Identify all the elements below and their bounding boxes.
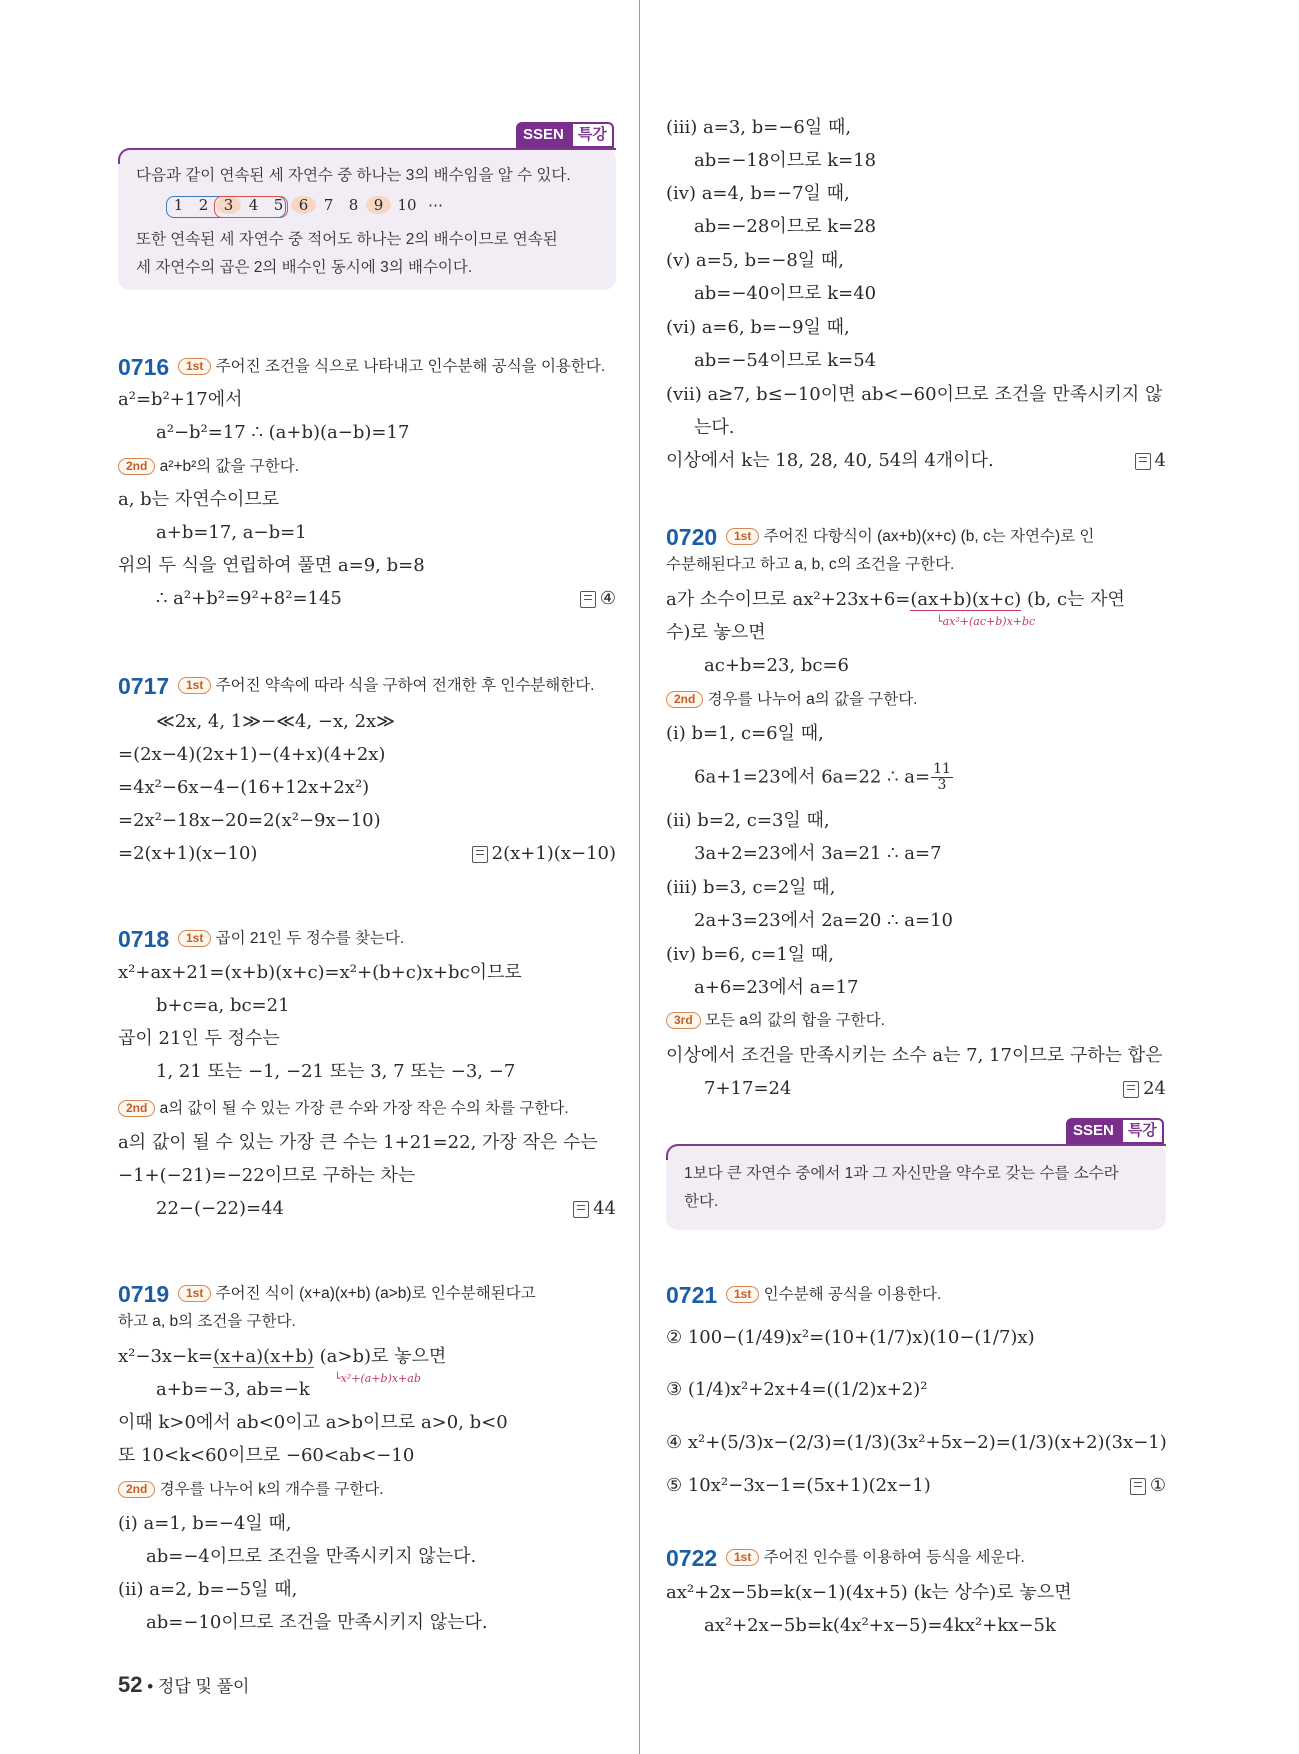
seq-number: 2 bbox=[198, 196, 209, 214]
solution-line: 7+17=24 bbox=[704, 1078, 792, 1099]
step-hint: 2nd a²+b²의 값을 구한다. bbox=[118, 455, 299, 479]
answer-icon bbox=[1130, 1478, 1146, 1495]
solution-line: 곱이 21인 두 정수는 bbox=[118, 1028, 280, 1049]
solution-line: =(2x−4)(2x+1)−(4+x)(4+2x) bbox=[118, 744, 386, 765]
seq-number: 5 bbox=[273, 196, 284, 214]
ssen-box-line: 또한 연속된 세 자연수 중 적어도 하나는 2의 배수이므로 연속된 bbox=[136, 231, 558, 248]
answer: 44 bbox=[573, 1197, 616, 1221]
solution-line: 는다. bbox=[694, 417, 735, 438]
step-hint: 1st 주어진 약속에 따라 식을 구하여 전개한 후 인수분해한다. bbox=[178, 674, 595, 698]
problem-number: 0716 bbox=[118, 354, 170, 380]
solution-line: =2(x+1)(x−10) bbox=[118, 843, 258, 864]
step-hint: 1st 주어진 식이 (x+a)(x+b) (a>b)로 인수분해된다고 bbox=[178, 1282, 536, 1306]
solution-line: a²−b²=17 ∴ (a+b)(a−b)=17 bbox=[156, 422, 410, 443]
step-hint: 1st 인수분해 공식을 이용한다. bbox=[726, 1283, 941, 1307]
solution-line: =4x²−6x−4−(16+12x+2x²) bbox=[118, 777, 370, 798]
solution-line: a+6=23에서 a=17 bbox=[694, 977, 859, 998]
solution-line: 3a+2=23에서 3a=21 ∴ a=7 bbox=[694, 843, 942, 864]
step-hint: 1st 주어진 인수를 이용하여 등식을 세운다. bbox=[726, 1546, 1025, 1570]
ssen-box-line: 다음과 같이 연속된 세 자연수 중 하나는 3의 배수임을 알 수 있다. bbox=[136, 167, 571, 184]
seq-number: 4 bbox=[248, 196, 259, 214]
seq-number: 9 bbox=[366, 196, 391, 214]
problem-number: 0722 bbox=[666, 1545, 718, 1571]
seq-number: 3 bbox=[216, 196, 241, 214]
solution-line: ③ (1/4)x²+2x+4=((1/2)x+2)² bbox=[666, 1379, 928, 1400]
number-sequence bbox=[166, 196, 448, 214]
answer-icon bbox=[1135, 453, 1151, 470]
solution-line: ≪2x, 4, 1≫−≪4, −x, 2x≫ bbox=[156, 711, 396, 732]
solution-line: a+b=−3, ab=−k bbox=[156, 1379, 310, 1400]
answer: ① bbox=[1130, 1474, 1166, 1498]
step-hint: 2nd a의 값이 될 수 있는 가장 큰 수와 가장 작은 수의 차를 구한다. bbox=[118, 1097, 569, 1121]
ssen-box-border bbox=[666, 1144, 1166, 1160]
page-number: 52 bbox=[118, 1672, 143, 1697]
solution-line: ac+b=23, bc=6 bbox=[704, 655, 849, 676]
ssen-box-line: 한다. bbox=[684, 1193, 719, 1210]
answer-icon bbox=[1123, 1081, 1139, 1098]
solution-line: b+c=a, bc=21 bbox=[156, 995, 290, 1016]
fraction: $\frac{11}{3}$ bbox=[933, 761, 951, 793]
solution-line: ab=−28이므로 k=28 bbox=[694, 216, 877, 237]
solution-line: (ⅰ) a=1, b=−4일 때, bbox=[118, 1513, 292, 1534]
solution-line: (ⅳ) b=6, c=1일 때, bbox=[666, 944, 835, 965]
problem-number: 0719 bbox=[118, 1281, 170, 1307]
step-hint: 1st 주어진 다항식이 (ax+b)(x+c) (b, c는 자연수)로 인 bbox=[726, 525, 1094, 549]
solution-line: (ⅴ) a=5, b=−8일 때, bbox=[666, 250, 845, 271]
solution-line: a가 소수이므로 ax²+23x+6=(ax+b)(x+c) (b, c는 자연 bbox=[666, 589, 1125, 610]
problem-number: 0717 bbox=[118, 673, 170, 699]
solution-line: a, b는 자연수이므로 bbox=[118, 489, 280, 510]
ssen-box-line: 1보다 큰 자연수 중에서 1과 그 자신만을 약수로 갖는 수를 소수라 bbox=[684, 1165, 1119, 1182]
seq-number: 8 bbox=[348, 196, 359, 214]
ssen-badge: SSEN 특강 bbox=[1066, 1118, 1164, 1144]
step-hint: 3rd 모든 a의 값의 합을 구한다. bbox=[666, 1009, 885, 1033]
answer-icon bbox=[573, 1201, 589, 1218]
solution-line: 이상에서 조건을 만족시키는 소수 a는 7, 17이므로 구하는 합은 bbox=[666, 1045, 1163, 1066]
expansion-note: └x²+(a+b)x+ab bbox=[334, 1372, 421, 1385]
page-divider bbox=[639, 0, 640, 1754]
solution-line: ② 100−(1/49)x²=(10+(1/7)x)(10−(1/7)x) bbox=[666, 1327, 1035, 1348]
step-hint: 1st 주어진 조건을 식으로 나타내고 인수분해 공식을 이용한다. bbox=[178, 355, 605, 379]
step-hint-cont: 수분해된다고 하고 a, b, c의 조건을 구한다. bbox=[666, 556, 955, 573]
solution-line: −1+(−21)=−22이므로 구하는 차는 bbox=[118, 1165, 416, 1186]
solution-line: x²−3x−k=(x+a)(x+b) (a>b)로 놓으면 bbox=[118, 1346, 447, 1367]
solution-line: (ⅶ) a≥7, b≤−10이면 ab<−60이므로 조건을 만족시키지 않 bbox=[666, 384, 1163, 405]
solution-line: (ⅱ) a=2, b=−5일 때, bbox=[118, 1579, 298, 1600]
ssen-box-line: 세 자연수의 곱은 2의 배수인 동시에 3의 배수이다. bbox=[136, 259, 473, 276]
answer-icon bbox=[472, 846, 488, 863]
step-hint: 2nd 경우를 나누어 k의 개수를 구한다. bbox=[118, 1478, 384, 1502]
solution-line: ab=−18이므로 k=18 bbox=[694, 150, 877, 171]
solution-line: x²+ax+21=(x+b)(x+c)=x²+(b+c)x+bc이므로 bbox=[118, 962, 522, 983]
answer: 2(x+1)(x−10) bbox=[472, 842, 616, 866]
answer: 24 bbox=[1123, 1077, 1166, 1101]
solution-line: (ⅳ) a=4, b=−7일 때, bbox=[666, 183, 850, 204]
solution-line: 위의 두 식을 연립하여 풀면 a=9, b=8 bbox=[118, 555, 425, 576]
solution-line: ④ x²+(5/3)x−(2/3)=(1/3)(3x²+5x−2)=(1/3)(x+2)(3x−1) bbox=[666, 1432, 1167, 1453]
solution-line: ax²+2x−5b=k(x−1)(4x+5) (k는 상수)로 놓으면 bbox=[666, 1582, 1072, 1603]
seq-number: 7 bbox=[323, 196, 334, 214]
answer-icon bbox=[580, 591, 596, 608]
solution-line: a+b=17, a−b=1 bbox=[156, 522, 307, 543]
solution-line: =2x²−18x−20=2(x²−9x−10) bbox=[118, 810, 381, 831]
ssen-badge: SSEN 특강 bbox=[516, 122, 614, 148]
problem-number: 0721 bbox=[666, 1282, 718, 1308]
solution-line: 6a+1=23에서 6a=22 ∴ a= $\frac{11}{3}$ bbox=[694, 761, 951, 793]
step-hint: 1st 곱이 21인 두 정수를 찾는다. bbox=[178, 927, 404, 951]
solution-line: ab=−54이므로 k=54 bbox=[694, 350, 877, 371]
solution-line: a²=b²+17에서 bbox=[118, 389, 243, 410]
page-footer bbox=[118, 1672, 249, 1698]
solution-line: (ⅵ) a=6, b=−9일 때, bbox=[666, 317, 850, 338]
solution-line: ab=−4이므로 조건을 만족시키지 않는다. bbox=[146, 1546, 477, 1567]
expansion-note: └ax²+(ac+b)x+bc bbox=[936, 615, 1036, 628]
solution-line: ax²+2x−5b=k(4x²+x−5)=4kx²+kx−5k bbox=[704, 1615, 1056, 1636]
footer-label: • 정답 및 풀이 bbox=[147, 1677, 250, 1696]
solution-line: 22−(−22)=44 bbox=[156, 1198, 285, 1219]
step-hint: 2nd 경우를 나누어 a의 값을 구한다. bbox=[666, 688, 918, 712]
solution-line: 수)로 놓으면 bbox=[666, 622, 766, 643]
solution-line: (ⅲ) a=3, b=−6일 때, bbox=[666, 117, 852, 138]
solution-line: ab=−40이므로 k=40 bbox=[694, 283, 877, 304]
solution-line: (ⅰ) b=1, c=6일 때, bbox=[666, 723, 824, 744]
solution-line: 또 10<k<60이므로 −60<ab<−10 bbox=[118, 1445, 415, 1466]
seq-number: 1 bbox=[173, 196, 184, 214]
seq-number: 6 bbox=[291, 196, 316, 214]
solution-line: 이때 k>0에서 ab<0이고 a>b이므로 a>0, b<0 bbox=[118, 1412, 508, 1433]
problem-number: 0720 bbox=[666, 524, 718, 550]
solution-line: (ⅲ) b=3, c=2일 때, bbox=[666, 877, 836, 898]
solution-line: a의 값이 될 수 있는 가장 큰 수는 1+21=22, 가장 작은 수는 bbox=[118, 1132, 598, 1153]
seq-number: 10 bbox=[397, 196, 417, 214]
solution-line: ∴ a²+b²=9²+8²=145 bbox=[156, 588, 342, 609]
solution-line: ⑤ 10x²−3x−1=(5x+1)(2x−1) bbox=[666, 1475, 931, 1496]
answer: ④ bbox=[580, 587, 616, 611]
solution-line: 1, 21 또는 −1, −21 또는 3, 7 또는 −3, −7 bbox=[156, 1061, 516, 1082]
solution-line: 이상에서 k는 18, 28, 40, 54의 4개이다. bbox=[666, 450, 994, 471]
solution-line: (ⅱ) b=2, c=3일 때, bbox=[666, 810, 830, 831]
solution-line: ab=−10이므로 조건을 만족시키지 않는다. bbox=[146, 1612, 488, 1633]
problem-number: 0718 bbox=[118, 926, 170, 952]
answer: 4 bbox=[1135, 449, 1166, 473]
seq-number: ⋯ bbox=[428, 196, 443, 214]
step-hint-cont: 하고 a, b의 조건을 구한다. bbox=[118, 1313, 296, 1330]
solution-line: 2a+3=23에서 2a=20 ∴ a=10 bbox=[694, 910, 953, 931]
